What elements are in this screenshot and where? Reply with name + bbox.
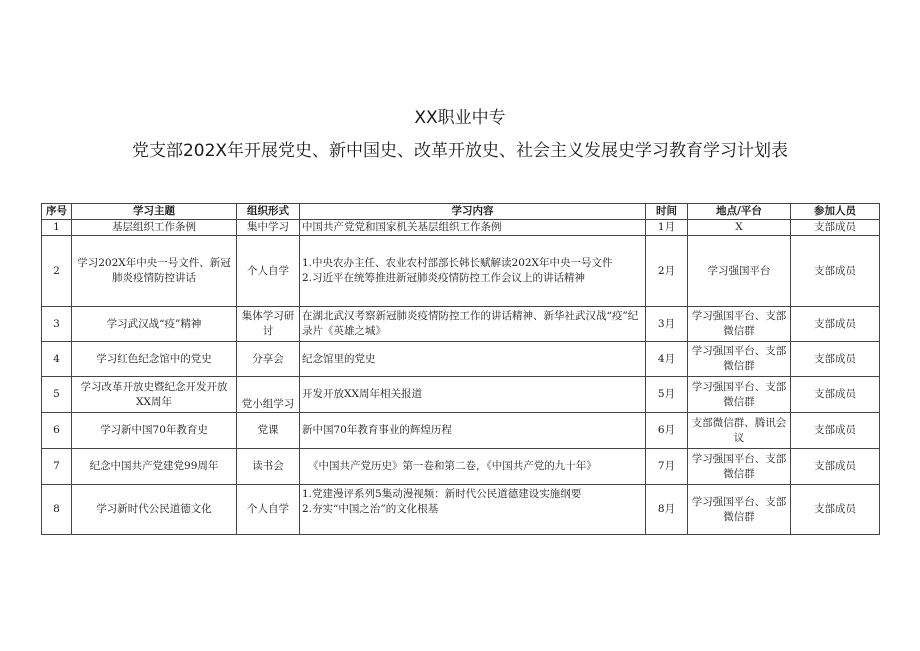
- table-row: [42, 342, 880, 377]
- cell-time: 6月: [646, 413, 688, 449]
- header-people: 参加人员: [791, 204, 880, 220]
- cell-people: 支部成员: [791, 485, 880, 535]
- cell-topic: 学习新中国70年教育史: [72, 413, 237, 449]
- cell-place: 学习强国平台: [688, 236, 791, 307]
- cell-topic: 学习202X年中央一号文件、新冠肺炎疫情防控讲话: [72, 236, 237, 307]
- cell-content: [300, 220, 646, 236]
- cell-time: 3月: [646, 307, 688, 342]
- cell-no: 2: [42, 236, 72, 307]
- content-line: 新中国70年教育事业的辉煌历程: [302, 424, 452, 436]
- table-row: [42, 220, 880, 236]
- cell-no: 3: [42, 307, 72, 342]
- table-row: [42, 236, 880, 307]
- cell-no: 1: [42, 220, 72, 236]
- cell-place: 学习强国平台、支部微信群: [688, 342, 791, 377]
- cell-topic: 学习武汉战“疫”精神: [72, 307, 237, 342]
- cell-topic: 学习改革开放史暨纪念开发开放XX周年: [72, 377, 237, 413]
- cell-content: [300, 342, 646, 377]
- cell-form: 党小组学习: [237, 377, 300, 413]
- table-row: [42, 449, 880, 485]
- cell-place: 学习强国平台、支部微信群: [688, 485, 791, 535]
- cell-form: 集体学习研讨: [237, 307, 300, 342]
- header-no: 序号: [42, 204, 72, 220]
- cell-content: [300, 485, 646, 535]
- cell-form: 分享会: [237, 342, 300, 377]
- cell-time: 8月: [646, 485, 688, 535]
- cell-place: 支部微信群、腾讯会议: [688, 413, 791, 449]
- content-line: 1.党建漫评系列5集动漫视频：新时代公民道德建设实施纲要: [302, 488, 582, 500]
- header-time: 时间: [646, 204, 688, 220]
- cell-place: 学习强国平台、支部微信群: [688, 307, 791, 342]
- cell-people: 支部成员: [791, 236, 880, 307]
- cell-people: 支部成员: [791, 377, 880, 413]
- content-line: 纪念馆里的党史: [302, 352, 376, 365]
- content-line: 2.习近平在统筹推进新冠肺炎疫情防控工作会议上的讲话精神: [302, 272, 586, 284]
- content-line: 《中国共产党历史》第一卷和第二卷，《中国共产党的九十年》: [308, 460, 597, 472]
- cell-time: 5月: [646, 377, 688, 413]
- cell-topic: 学习新时代公民道德文化: [72, 485, 237, 535]
- content-line: 在湖北武汉考察新冠肺炎疫情防控工作的讲话精神、新华社武汉战“疫”纪录片《英雄之城》: [302, 310, 639, 337]
- cell-people: 支部成员: [791, 220, 880, 236]
- cell-people: 支部成员: [791, 413, 880, 449]
- cell-no: 8: [42, 485, 72, 535]
- cell-topic: 学习红色纪念馆中的党史: [72, 342, 237, 377]
- cell-content: [300, 377, 646, 413]
- header-place: 地点/平台: [688, 204, 791, 220]
- cell-form: 党课: [237, 413, 300, 449]
- cell-no: 6: [42, 413, 72, 449]
- header-content: 学习内容: [300, 204, 646, 220]
- content-line: 1.中央农办主任、农业农村部部长韩长赋解读202X年中央一号文件: [302, 257, 613, 269]
- cell-time: 1月: [646, 220, 688, 236]
- cell-form: 个人自学: [237, 236, 300, 307]
- content-line: 中国共产党党和国家机关基层组织工作条例: [302, 221, 502, 233]
- cell-people: 支部成员: [791, 307, 880, 342]
- cell-no: 4: [42, 342, 72, 377]
- table-row: [42, 413, 880, 449]
- table-header-row: [42, 204, 880, 220]
- cell-place: 学习强国平台、支部微信群: [688, 449, 791, 485]
- header-topic: 学习主题: [72, 204, 237, 220]
- cell-people: 支部成员: [791, 342, 880, 377]
- cell-form: 集中学习: [237, 220, 300, 236]
- content-line: 2.夯实“中国之治”的文化根基: [302, 503, 439, 515]
- cell-content: [300, 449, 646, 485]
- cell-content: [300, 307, 646, 342]
- cell-time: 7月: [646, 449, 688, 485]
- document-title: XX职业中专: [414, 108, 506, 128]
- cell-topic: 纪念中国共产党建党99周年: [72, 449, 237, 485]
- cell-content: [300, 236, 646, 307]
- cell-place: 学习强国平台、支部微信群: [688, 377, 791, 413]
- cell-people: 支部成员: [791, 449, 880, 485]
- study-plan-table: [41, 203, 880, 535]
- cell-time: 2月: [646, 236, 688, 307]
- cell-no: 5: [42, 377, 72, 413]
- cell-no: 7: [42, 449, 72, 485]
- cell-topic: 基层组织工作条例: [72, 220, 237, 236]
- table-row: [42, 485, 880, 535]
- cell-form: 读书会: [237, 449, 300, 485]
- table-row: [42, 307, 880, 342]
- document-subtitle: 党支部202X年开展党史、新中国史、改革开放史、社会主义发展史学习教育学习计划表: [131, 141, 789, 161]
- table-row: [42, 377, 880, 413]
- cell-content: [300, 413, 646, 449]
- cell-place: X: [688, 220, 791, 236]
- header-form: 组织形式: [237, 204, 300, 220]
- cell-form: 个人自学: [237, 485, 300, 535]
- content-line: 开发开放XX周年相关报道: [302, 388, 422, 400]
- cell-time: 4月: [646, 342, 688, 377]
